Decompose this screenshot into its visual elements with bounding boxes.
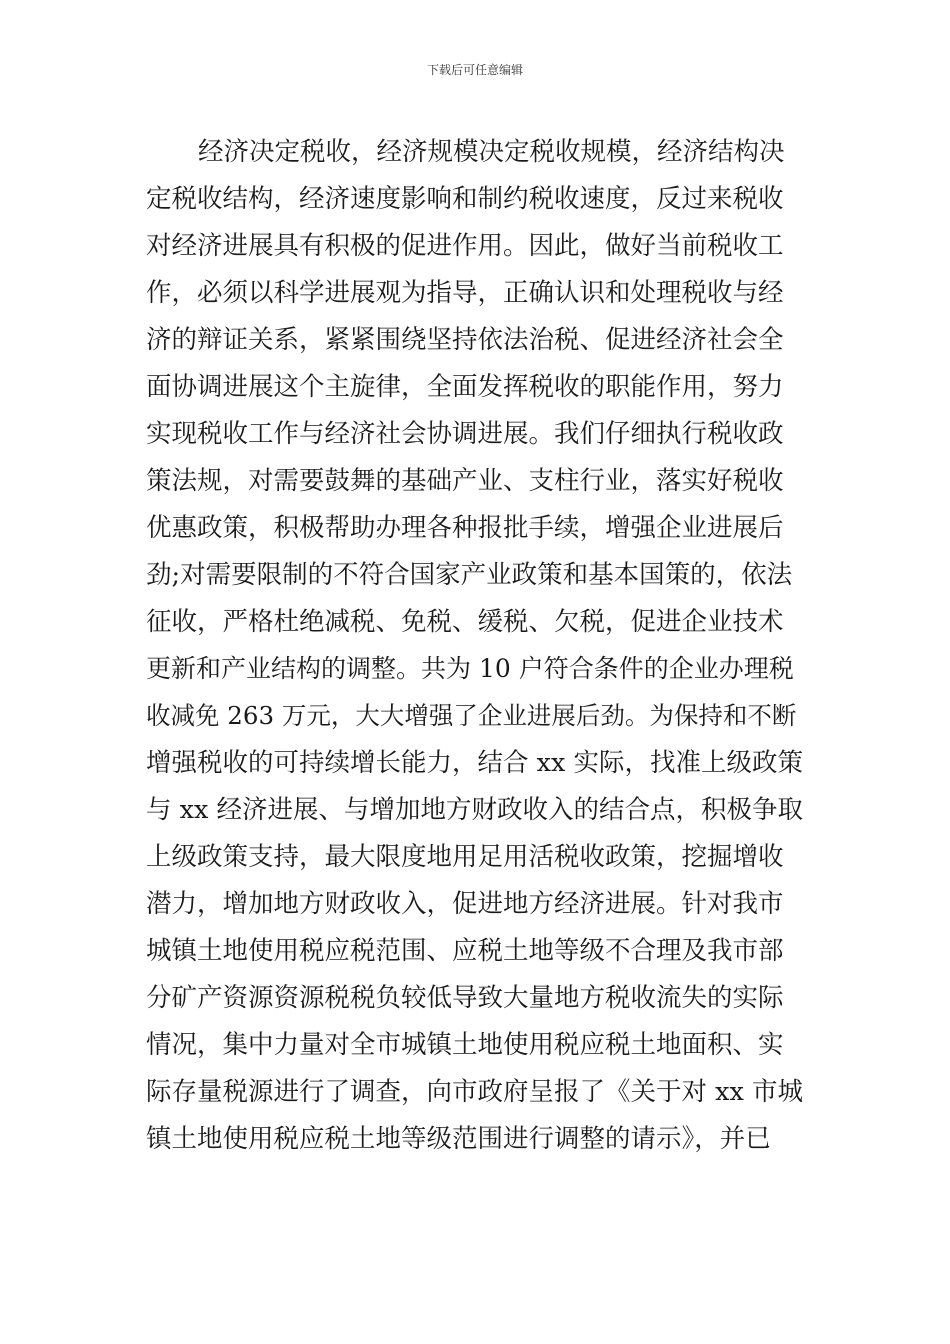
paragraph-line: 经济决定税收，经济规模决定税收规模，经济结构决 [198, 137, 785, 167]
paragraph-line: 际存量税源进行了调查，向市政府呈报了《关于对 xx 市城 [146, 1077, 803, 1107]
paragraph-line: 征收，严格杜绝减税、免税、缓税、欠税，促进企业技术 [146, 607, 784, 637]
paragraph-line: 面协调进展这个主旋律，全面发挥税收的职能作用，努力 [146, 372, 784, 402]
paragraph-line: 分矿产资源资源税税负较低导致大量地方税收流失的实际 [146, 983, 784, 1013]
paragraph-line: 策法规，对需要鼓舞的基础产业、支柱行业，落实好税收 [146, 466, 784, 496]
paragraph-line: 潜力，增加地方财政收入，促进地方经济进展。针对我市 [146, 889, 784, 919]
paragraph-line: 作，必须以科学进展观为指导，正确认识和处理税收与经 [146, 278, 784, 308]
paragraph-line: 城镇土地使用税应税范围、应税土地等级不合理及我市部 [146, 936, 784, 966]
paragraph-line: 对经济进展具有积极的促进作用。因此，做好当前税收工 [146, 231, 784, 261]
paragraph-line: 情况，集中力量对全市城镇土地使用税应税土地面积、实 [146, 1030, 784, 1060]
document-body [146, 132, 806, 1166]
paragraph-line: 济的辩证关系，紧紧围绕坚持依法治税、促进经济社会全 [146, 325, 784, 355]
paragraph-line: 实现税收工作与经济社会协调进展。我们仔细执行税收政 [146, 419, 784, 449]
page-header: 下载后可任意编辑 [426, 63, 523, 77]
paragraph-line: 劲;对需要限制的不符合国家产业政策和基本国策的，依法 [146, 560, 793, 590]
paragraph-line: 与 xx 经济进展、与增加地方财政收入的结合点，积极争取 [146, 795, 803, 825]
paragraph-line: 定税收结构，经济速度影响和制约税收速度，反过来税收 [146, 184, 784, 214]
paragraph-line: 镇土地使用税应税土地等级范围进行调整的请示》，并已 [146, 1124, 771, 1154]
paragraph-line: 更新和产业结构的调整。共为 10 户符合条件的企业办理税 [146, 654, 794, 683]
paragraph-line: 增强税收的可持续增长能力，结合 xx 实际，找准上级政策 [146, 748, 803, 778]
paragraph-line: 收减免 263 万元，大大增强了企业进展后劲。为保持和不断 [146, 701, 797, 730]
paragraph-line: 优惠政策，积极帮助办理各种报批手续，增强企业进展后 [146, 513, 784, 543]
paragraph-line: 上级政策支持，最大限度地用足用活税收政策，挖掘增收 [146, 842, 784, 872]
